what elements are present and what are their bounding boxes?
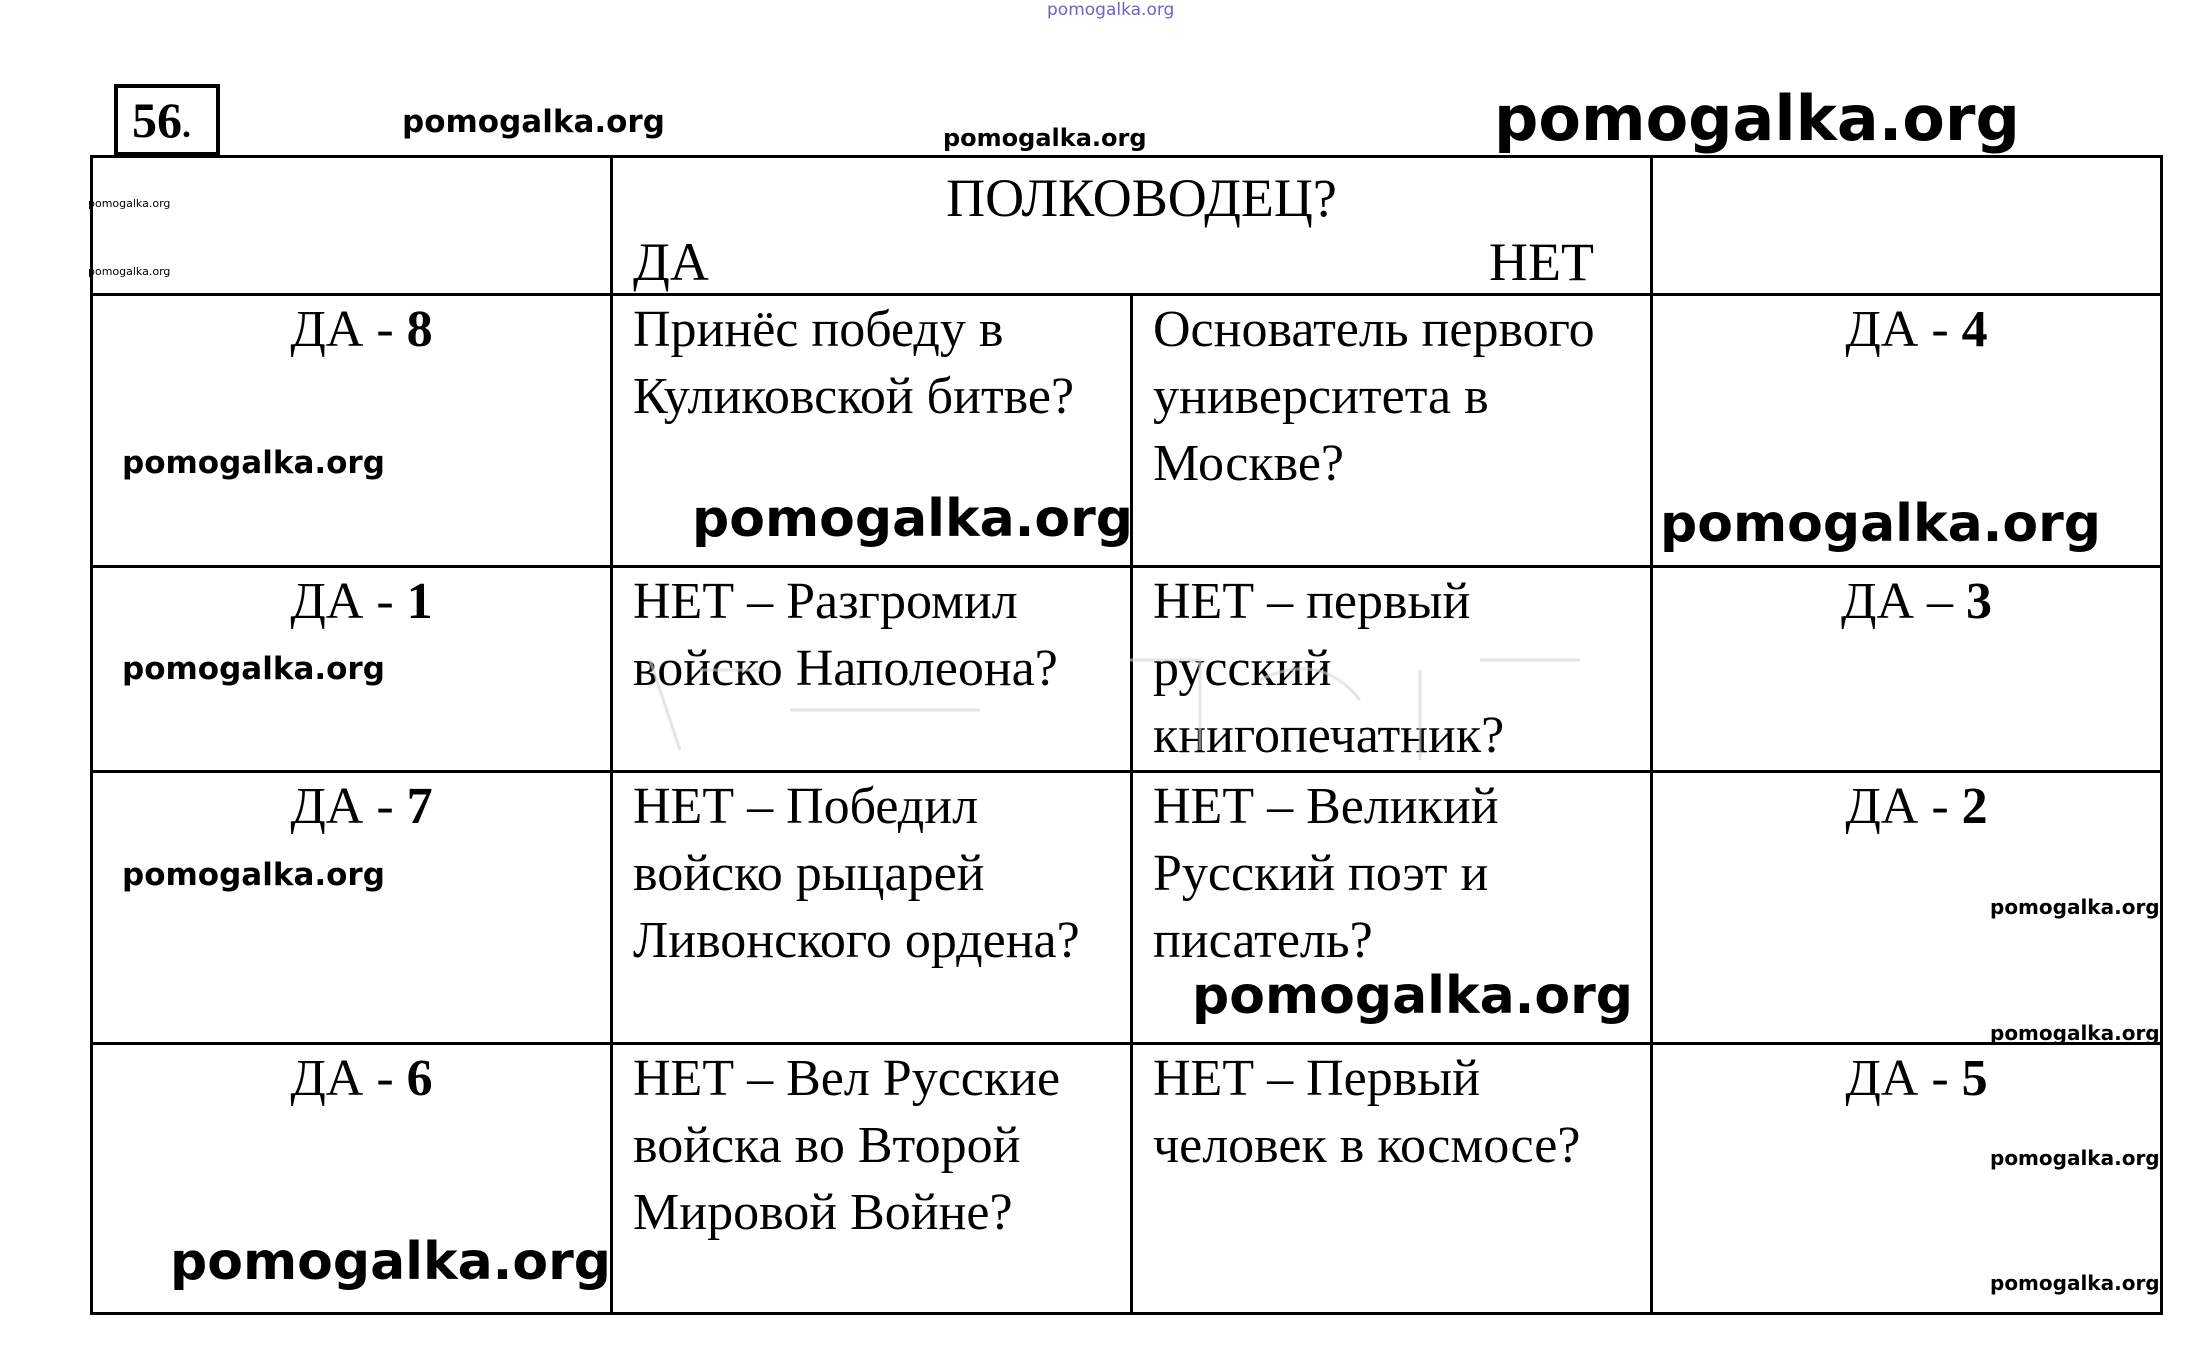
watermark: pomogalka.org bbox=[122, 857, 385, 893]
watermark: pomogalka.org bbox=[88, 265, 171, 278]
question-yes: НЕТ – Победил войско рыцарей Ливонского ордена? bbox=[612, 772, 1132, 1044]
watermark: pomogalka.org bbox=[88, 197, 171, 210]
watermark: pomogalka.org bbox=[122, 445, 385, 481]
question-no: НЕТ – Великий Русский поэт и писатель? bbox=[1132, 772, 1652, 1044]
answer-right: ДА - 2 bbox=[1652, 772, 2162, 1044]
answer-number: 6 bbox=[406, 1050, 433, 1107]
watermark: pomogalka.org bbox=[692, 489, 1134, 549]
answer-left: ДА - 8 bbox=[92, 295, 612, 567]
header-question-cell bbox=[612, 157, 1652, 295]
watermark: pomogalka.org bbox=[1494, 82, 2020, 155]
answer-number: 8 bbox=[406, 301, 433, 358]
question-no: НЕТ – первый русский книгопечатник? bbox=[1132, 567, 1652, 772]
answer-number: 1 bbox=[406, 573, 433, 630]
task-number-dot: . bbox=[182, 105, 191, 145]
answer-number: 2 bbox=[1961, 778, 1988, 835]
table-row bbox=[92, 772, 2162, 1044]
answer-number: 4 bbox=[1961, 301, 1988, 358]
answer-left: ДА - 6 bbox=[92, 1044, 612, 1314]
question-yes: НЕТ – Вел Русские войска во Второй Мировой Войне? bbox=[612, 1044, 1132, 1314]
answer-right: ДА – 3 bbox=[1652, 567, 2162, 772]
scan-artifact bbox=[1120, 640, 1600, 780]
scan-artifact bbox=[640, 640, 1000, 760]
header-yes: ДА bbox=[633, 232, 709, 292]
answer-right: ДА - 5 bbox=[1652, 1044, 2162, 1314]
watermark: pomogalka.org bbox=[170, 1232, 612, 1292]
watermark: pomogalka.org bbox=[122, 651, 385, 687]
watermark: pomogalka.org bbox=[943, 124, 1147, 152]
watermark: pomogalka.org bbox=[1660, 494, 2102, 554]
answer-left: ДА - 1 bbox=[92, 567, 612, 772]
answer-number: 7 bbox=[406, 778, 433, 835]
answer-right: ДА - 4 bbox=[1652, 295, 2162, 567]
answer-number: 5 bbox=[1961, 1050, 1988, 1107]
watermark: pomogalka.org bbox=[402, 104, 665, 140]
header-title: ПОЛКОВОДЕЦ? bbox=[946, 168, 1337, 228]
task-number-box bbox=[114, 84, 220, 156]
header-no: НЕТ bbox=[1489, 232, 1594, 292]
watermark: pomogalka.org bbox=[1990, 1021, 2160, 1045]
watermark: pomogalka.org bbox=[1192, 966, 1634, 1026]
question-yes: Принёс победу в Куликовской битве? bbox=[612, 295, 1132, 567]
header-empty-right bbox=[1652, 157, 2162, 295]
answer-number: 3 bbox=[1966, 573, 1993, 630]
question-yes: НЕТ – Разгромил войско Наполеона? bbox=[612, 567, 1132, 772]
watermark: pomogalka.org bbox=[1047, 0, 1175, 20]
watermark: pomogalka.org bbox=[1990, 1271, 2160, 1295]
watermark: pomogalka.org bbox=[1990, 895, 2160, 919]
task-number: 56 bbox=[132, 92, 182, 148]
watermark: pomogalka.org bbox=[1990, 1146, 2160, 1170]
header-row bbox=[92, 157, 2162, 295]
question-no: Основатель первого университета в Москве? bbox=[1132, 295, 1652, 567]
question-no: НЕТ – Первый человек в космосе? bbox=[1132, 1044, 1652, 1314]
answer-left: ДА - 7 bbox=[92, 772, 612, 1044]
